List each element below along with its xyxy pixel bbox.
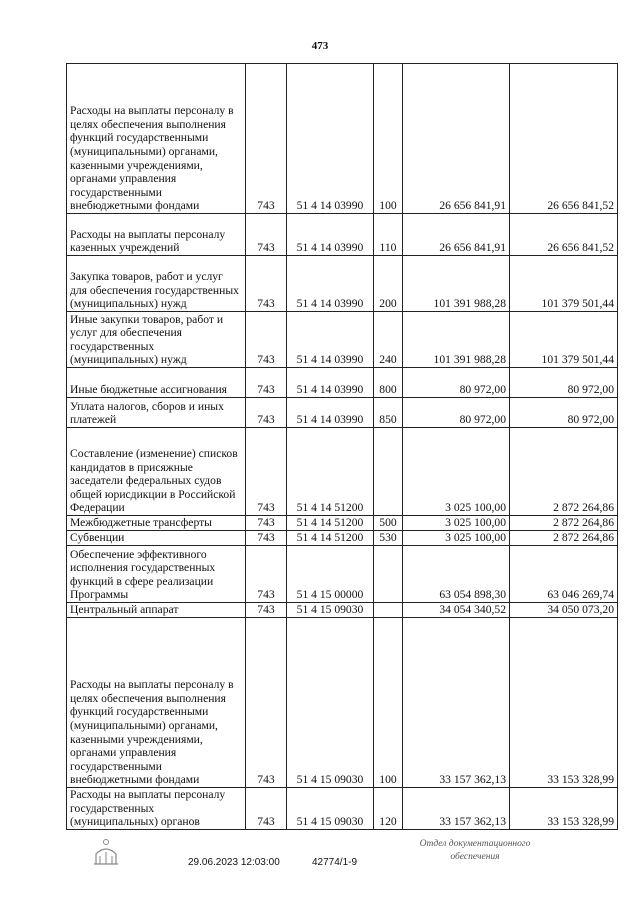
ved-code: 743 <box>246 618 287 788</box>
emblem-icon <box>90 836 122 868</box>
ved-code: 743 <box>246 368 287 398</box>
approved-sum: 33 157 362,13 <box>403 618 510 788</box>
department-stamp: Отдел документационного обеспечения <box>419 839 531 862</box>
executed-sum: 80 972,00 <box>510 398 618 428</box>
ved-code: 743 <box>246 531 287 546</box>
ved-code: 743 <box>246 214 287 256</box>
vr-code <box>374 428 403 516</box>
vr-code: 120 <box>374 788 403 830</box>
executed-sum: 101 379 501,44 <box>510 312 618 368</box>
approved-sum: 26 656 841,91 <box>403 64 510 214</box>
csr-code: 51 4 14 51200 <box>287 516 374 531</box>
vr-code <box>374 603 403 618</box>
row-name: Уплата налогов, сборов и иных платежей <box>67 398 246 428</box>
csr-code: 51 4 15 09030 <box>287 618 374 788</box>
page-number: 473 <box>311 40 329 52</box>
executed-sum: 63 046 269,74 <box>510 546 618 603</box>
executed-sum: 2 872 264,86 <box>510 516 618 531</box>
approved-sum: 3 025 100,00 <box>403 531 510 546</box>
executed-sum: 26 656 841,52 <box>510 64 618 214</box>
approved-sum: 80 972,00 <box>403 398 510 428</box>
csr-code: 51 4 14 03990 <box>287 214 374 256</box>
footer-datetime: 29.06.2023 12:03:00 <box>188 857 280 868</box>
vr-code: 110 <box>374 214 403 256</box>
executed-sum: 2 872 264,86 <box>510 428 618 516</box>
footer-doc-code: 42774/1-9 <box>312 857 358 868</box>
csr-code: 51 4 14 03990 <box>287 312 374 368</box>
executed-sum: 80 972,00 <box>510 368 618 398</box>
ved-code: 743 <box>246 312 287 368</box>
vr-code: 240 <box>374 312 403 368</box>
ved-code: 743 <box>246 546 287 603</box>
table-row <box>67 516 618 531</box>
csr-code: 51 4 14 03990 <box>287 64 374 214</box>
csr-code: 51 4 14 51200 <box>287 531 374 546</box>
approved-sum: 34 054 340,52 <box>403 603 510 618</box>
approved-sum: 63 054 898,30 <box>403 546 510 603</box>
row-name: Межбюджетные трансферты <box>67 516 246 531</box>
executed-sum: 2 872 264,86 <box>510 531 618 546</box>
table-row <box>67 618 618 788</box>
table-row <box>67 214 618 256</box>
csr-code: 51 4 14 03990 <box>287 398 374 428</box>
vr-code: 100 <box>374 64 403 214</box>
row-name: Закупка товаров, работ и услуг для обеспечения государственных (муниципальных) нужд <box>67 256 246 312</box>
row-name: Субвенции <box>67 531 246 546</box>
table-row <box>67 256 618 312</box>
ved-code: 743 <box>246 788 287 830</box>
ved-code: 743 <box>246 398 287 428</box>
approved-sum: 3 025 100,00 <box>403 516 510 531</box>
row-name: Расходы на выплаты персоналу государственных (муниципальных) органов <box>67 788 246 830</box>
vr-code: 850 <box>374 398 403 428</box>
executed-sum: 101 379 501,44 <box>510 256 618 312</box>
ved-code: 743 <box>246 516 287 531</box>
vr-code: 530 <box>374 531 403 546</box>
approved-sum: 101 391 988,28 <box>403 312 510 368</box>
approved-sum: 3 025 100,00 <box>403 428 510 516</box>
table-row <box>67 368 618 398</box>
table-row <box>67 603 618 618</box>
table-row <box>67 788 618 830</box>
row-name: Иные закупки товаров, работ и услуг для обеспечения государственных (муниципальных) нужд <box>67 312 246 368</box>
vr-code: 800 <box>374 368 403 398</box>
table-row <box>67 312 618 368</box>
approved-sum: 26 656 841,91 <box>403 214 510 256</box>
row-name: Расходы на выплаты персоналу в целях обеспечения выполнения функций государственными (муниципальными) органами, казенными учреждениями, органами управления государственными внебюджетными фондами <box>67 64 246 214</box>
ved-code: 743 <box>246 256 287 312</box>
csr-code: 51 4 15 09030 <box>287 788 374 830</box>
table-row <box>67 398 618 428</box>
csr-code: 51 4 14 51200 <box>287 428 374 516</box>
approved-sum: 101 391 988,28 <box>403 256 510 312</box>
ved-code: 743 <box>246 603 287 618</box>
csr-code: 51 4 15 09030 <box>287 603 374 618</box>
ved-code: 743 <box>246 428 287 516</box>
row-name: Центральный аппарат <box>67 603 246 618</box>
csr-code: 51 4 14 03990 <box>287 256 374 312</box>
csr-code: 51 4 15 00000 <box>287 546 374 603</box>
row-name: Составление (изменение) списков кандидатов в присяжные заседатели федеральных судов общей юрисдикции в Российской Федерации <box>67 428 246 516</box>
table-row <box>67 531 618 546</box>
ved-code: 743 <box>246 64 287 214</box>
approved-sum: 33 157 362,13 <box>403 788 510 830</box>
executed-sum: 33 153 328,99 <box>510 618 618 788</box>
row-name: Расходы на выплаты персоналу в целях обеспечения выполнения функций государственными (муниципальными) органами, казенными учреждениями, органами управления государственными внебюджетными фондами <box>67 618 246 788</box>
row-name: Обеспечение эффективного исполнения государственных функций в сфере реализации Программы <box>67 546 246 603</box>
vr-code: 200 <box>374 256 403 312</box>
budget-table <box>66 63 618 830</box>
row-name: Иные бюджетные ассигнования <box>67 368 246 398</box>
vr-code <box>374 546 403 603</box>
csr-code: 51 4 14 03990 <box>287 368 374 398</box>
table-row <box>67 64 618 214</box>
executed-sum: 33 153 328,99 <box>510 788 618 830</box>
vr-code: 100 <box>374 618 403 788</box>
table-row <box>67 428 618 516</box>
vr-code: 500 <box>374 516 403 531</box>
executed-sum: 34 050 073,20 <box>510 603 618 618</box>
table-row <box>67 546 618 603</box>
executed-sum: 26 656 841,52 <box>510 214 618 256</box>
approved-sum: 80 972,00 <box>403 368 510 398</box>
row-name: Расходы на выплаты персоналу казенных учреждений <box>67 214 246 256</box>
